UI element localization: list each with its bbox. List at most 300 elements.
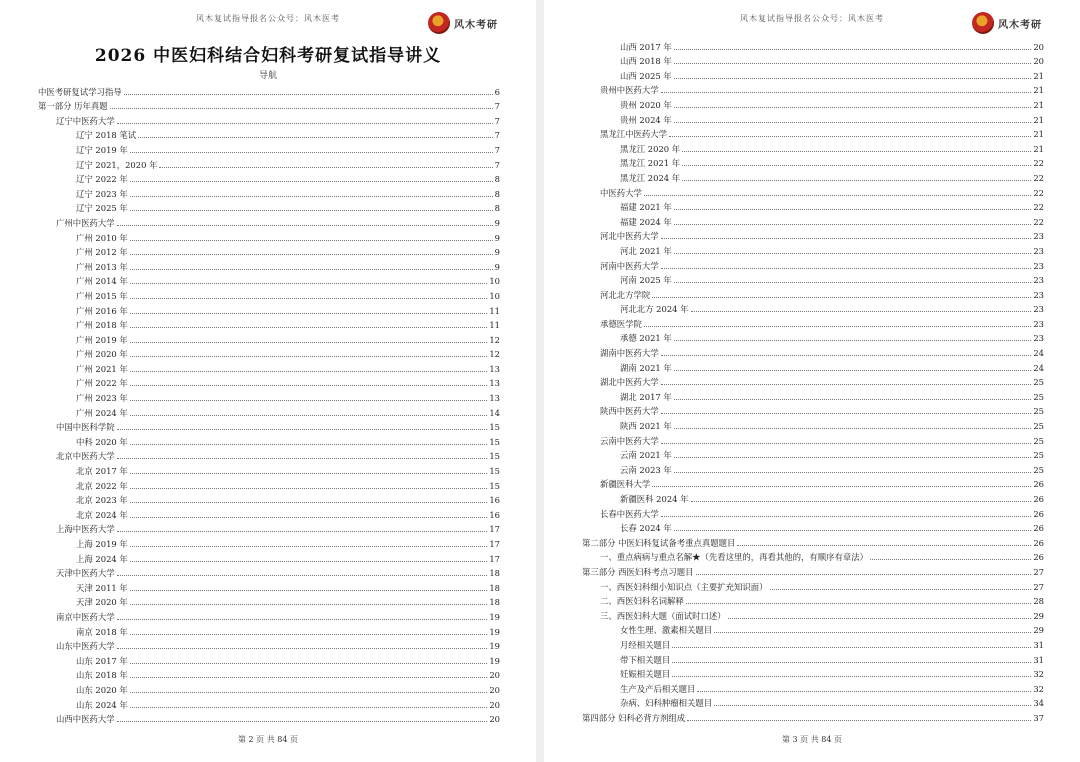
left-page <box>0 0 536 762</box>
toc-dot-leader <box>644 326 1031 327</box>
toc-dot-leader <box>672 647 1031 648</box>
toc-entry[interactable] <box>38 696 500 711</box>
toc-entry-page-number: 9 <box>494 217 500 228</box>
right-page <box>544 0 1080 762</box>
toc-entry-title: 广州 2016 年 <box>76 305 128 316</box>
toc-entry[interactable] <box>582 636 1044 651</box>
toc-entry[interactable] <box>38 302 500 317</box>
toc-entry[interactable] <box>582 695 1044 710</box>
toc-entry[interactable] <box>38 711 500 726</box>
toc-entry-page-number: 11 <box>489 320 500 331</box>
toc-entry[interactable] <box>38 667 500 682</box>
toc-entry[interactable] <box>38 287 500 302</box>
toc-dot-leader <box>686 603 1032 604</box>
toc-entry-page-number: 26 <box>1033 552 1044 563</box>
toc-entry-title: 广州 2015 年 <box>76 290 128 301</box>
toc-entry[interactable] <box>582 549 1044 564</box>
toc-entry-page-number: 22 <box>1033 202 1044 213</box>
toc-entry[interactable] <box>582 651 1044 666</box>
toc-entry[interactable] <box>38 535 500 550</box>
toc-entry-title: 辽宁 2022 年 <box>76 174 128 185</box>
toc-entry-page-number: 23 <box>1033 289 1044 300</box>
toc-dot-leader <box>674 78 1032 79</box>
toc-entry-title: 中医考研复试学习指导 <box>38 86 122 97</box>
toc-entry-page-number: 7 <box>494 115 500 126</box>
toc-entry-page-number: 13 <box>489 363 500 374</box>
toc-dot-leader <box>644 195 1031 196</box>
toc-entry-title: 女性生理、激素相关题目 <box>620 625 713 636</box>
toc-entry-title: 广州 2024 年 <box>76 407 128 418</box>
toc-dot-leader <box>674 457 1032 458</box>
toc-entry[interactable] <box>582 447 1044 462</box>
toc-dot-leader <box>130 546 488 547</box>
toc-entry-title: 福建 2021 年 <box>620 202 672 213</box>
toc-dot-leader <box>672 676 1031 677</box>
toc-dot-leader <box>661 355 1032 356</box>
toc-entry-page-number: 37 <box>1033 712 1044 723</box>
toc-entry[interactable] <box>582 155 1044 170</box>
toc-entry[interactable] <box>582 257 1044 272</box>
toc-entry[interactable] <box>582 505 1044 520</box>
toc-entry[interactable] <box>582 111 1044 126</box>
toc-entry[interactable] <box>38 681 500 696</box>
toc-dot-leader <box>697 691 1031 692</box>
toc-entry-title: 一、重点病病与重点名解★（先看这里的，再看其他的，有顺序有章法） <box>600 552 868 563</box>
toc-entry[interactable] <box>38 492 500 507</box>
toc-entry[interactable] <box>582 359 1044 374</box>
toc-entry-title: 第四部分 妇科必背方剂组成 <box>582 712 686 723</box>
toc-entry-page-number: 15 <box>489 451 500 462</box>
toc-entry[interactable] <box>38 83 500 98</box>
toc-entry-title: 广州 2019 年 <box>76 334 128 345</box>
toc-entry[interactable] <box>582 96 1044 111</box>
page-footer: 第 2 页 共 84 页 <box>238 735 298 744</box>
toc-entry-title: 黑龙江 2021 年 <box>620 158 681 169</box>
toc-entry[interactable] <box>582 140 1044 155</box>
toc-entry-title: 北京 2023 年 <box>76 495 128 506</box>
page-header-text: 风木复试指导报名公众号：风木医考 <box>740 14 884 23</box>
toc-entry[interactable] <box>582 534 1044 549</box>
toc-entry-page-number: 19 <box>489 626 500 637</box>
toc-entry[interactable] <box>38 389 500 404</box>
toc-entry-page-number: 26 <box>1033 523 1044 534</box>
toc-entry-title: 广州 2020 年 <box>76 349 128 360</box>
toc-entry-page-number: 25 <box>1033 450 1044 461</box>
toc-dot-leader <box>674 472 1032 473</box>
toc-entry[interactable] <box>38 273 500 288</box>
toc-entry-title: 第一部分 历年真题 <box>38 101 108 112</box>
toc-entry[interactable] <box>38 244 500 259</box>
toc-entry-page-number: 12 <box>489 349 500 360</box>
toc-entry-page-number: 25 <box>1033 464 1044 475</box>
toc-entry[interactable] <box>582 593 1044 608</box>
toc-dot-leader <box>674 63 1032 64</box>
toc-entry-title: 中国中医科学院 <box>56 422 115 433</box>
toc-entry-title: 黑龙江 2020 年 <box>620 143 681 154</box>
toc-dot-leader <box>130 502 488 503</box>
toc-entry-title: 广州 2013 年 <box>76 261 128 272</box>
toc-entry-title: 河北 2021 年 <box>620 245 672 256</box>
toc-entry-title: 山西 2025 年 <box>620 70 672 81</box>
toc-dot-leader <box>728 618 1032 619</box>
toc-entry-page-number: 26 <box>1033 537 1044 548</box>
toc-entry[interactable] <box>582 344 1044 359</box>
toc-entry-title: 贵州 2024 年 <box>620 114 672 125</box>
toc-entry-page-number: 20 <box>1033 56 1044 67</box>
toc-entry[interactable] <box>38 594 500 609</box>
toc-entry[interactable] <box>38 608 500 623</box>
toc-entry[interactable] <box>38 214 500 229</box>
toc-entry-title: 河北北方 2024 年 <box>620 304 689 315</box>
toc-entry-page-number: 7 <box>494 101 500 112</box>
toc-dot-leader <box>117 531 488 532</box>
toc-entry-page-number: 26 <box>1033 494 1044 504</box>
toc-dot-leader <box>130 283 488 284</box>
toc-entry[interactable] <box>38 317 500 332</box>
toc-entry[interactable] <box>38 156 500 171</box>
document-title: 2026 中医妇科结合妇科考研复试指导讲义 <box>94 46 442 66</box>
toc-entry[interactable] <box>38 360 500 375</box>
toc-entry[interactable] <box>38 346 500 361</box>
toc-entry-page-number: 18 <box>489 568 500 579</box>
toc-dot-leader <box>124 94 493 95</box>
toc-entry-title: 辽宁 2018 笔试 <box>76 130 137 141</box>
toc-entry-page-number: 25 <box>1033 391 1044 402</box>
toc-entry-page-number: 7 <box>494 144 500 155</box>
toc-entry-page-number: 10 <box>489 290 500 301</box>
toc-entry[interactable] <box>582 53 1044 68</box>
toc-dot-leader <box>138 137 493 138</box>
toc-entry-title: 妊娠相关题目 <box>620 669 671 680</box>
toc-entry[interactable] <box>582 417 1044 432</box>
toc-entry-page-number: 12 <box>489 334 500 345</box>
toc-entry-title: 一、西医妇科细小知识点（主要扩充知识面） <box>600 581 768 592</box>
toc-dot-leader <box>130 634 488 635</box>
toc-entry-page-number: 25 <box>1033 377 1044 388</box>
toc-dot-leader <box>130 444 488 445</box>
toc-entry-page-number: 14 <box>489 407 500 418</box>
toc-entry[interactable] <box>38 375 500 390</box>
toc-entry-title: 辽宁 2025 年 <box>76 203 128 214</box>
toc-dot-leader <box>117 721 488 722</box>
toc-entry[interactable] <box>582 184 1044 199</box>
toc-entry[interactable] <box>582 461 1044 476</box>
toc-entry-page-number: 13 <box>489 393 500 404</box>
toc-entry[interactable] <box>38 112 500 127</box>
toc-dot-leader <box>661 268 1032 269</box>
toc-entry-title: 山东 2024 年 <box>76 699 128 710</box>
toc-entry-title: 杂病、妇科肿瘤相关题目 <box>620 698 713 709</box>
toc-entry-title: 第二部分 中医妇科复试备考重点真题题目 <box>582 537 736 548</box>
toc-entry-title: 上海中医药大学 <box>56 524 115 535</box>
toc-entry-page-number: 20 <box>489 699 500 710</box>
toc-dot-leader <box>674 530 1032 531</box>
toc-dot-leader <box>130 313 488 314</box>
toc-entry[interactable] <box>38 565 500 580</box>
toc-entry-page-number: 17 <box>489 553 500 564</box>
table-of-contents-left <box>38 83 500 725</box>
navigation-label: 导航 <box>258 71 277 81</box>
toc-entry-page-number: 17 <box>489 524 500 535</box>
toc-entry[interactable] <box>582 82 1044 97</box>
toc-entry[interactable] <box>38 448 500 463</box>
toc-entry-title: 广州 2010 年 <box>76 232 128 243</box>
toc-entry-page-number: 29 <box>1033 610 1044 621</box>
toc-dot-leader <box>130 473 488 474</box>
toc-dot-leader <box>691 501 1032 502</box>
toc-dot-leader <box>661 516 1032 517</box>
toc-dot-leader <box>737 545 1031 546</box>
toc-dot-leader <box>130 707 488 708</box>
toc-entry[interactable] <box>582 374 1044 389</box>
toc-entry[interactable] <box>582 199 1044 214</box>
toc-entry[interactable] <box>38 331 500 346</box>
toc-entry-page-number: 19 <box>489 655 500 666</box>
toc-entry-title: 湖北 2017 年 <box>620 391 672 402</box>
toc-entry[interactable] <box>582 272 1044 287</box>
toc-entry-page-number: 21 <box>1033 114 1044 125</box>
toc-entry[interactable] <box>582 126 1044 141</box>
toc-entry-title: 北京 2022 年 <box>76 480 128 491</box>
toc-entry-title: 月经相关题目 <box>620 639 671 650</box>
toc-dot-leader <box>714 705 1031 706</box>
toc-dot-leader <box>130 677 488 678</box>
toc-dot-leader <box>682 165 1031 166</box>
toc-entry-page-number: 7 <box>494 159 500 170</box>
toc-entry-title: 陕西中医药大学 <box>600 406 659 417</box>
toc-entry-title: 北京 2024 年 <box>76 509 128 520</box>
toc-dot-leader <box>130 240 493 241</box>
toc-entry[interactable] <box>582 563 1044 578</box>
toc-entry-page-number: 21 <box>1033 85 1044 96</box>
toc-dot-leader <box>714 632 1031 633</box>
toc-entry-page-number: 7 <box>494 130 500 141</box>
toc-dot-leader <box>661 238 1032 239</box>
toc-entry-title: 河南中医药大学 <box>600 260 659 271</box>
toc-entry[interactable] <box>582 709 1044 724</box>
toc-dot-leader <box>130 385 488 386</box>
toc-dot-leader <box>691 311 1032 312</box>
toc-dot-leader <box>117 429 488 430</box>
toc-dot-leader <box>696 574 1032 575</box>
toc-entry-page-number: 20 <box>489 670 500 681</box>
toc-entry-title: 中医药大学 <box>600 187 642 198</box>
toc-entry-page-number: 23 <box>1033 231 1044 242</box>
toc-dot-leader <box>682 180 1031 181</box>
toc-entry-page-number: 22 <box>1033 172 1044 183</box>
toc-entry-page-number: 22 <box>1033 216 1044 227</box>
toc-entry[interactable] <box>38 258 500 273</box>
toc-dot-leader <box>674 122 1032 123</box>
toc-dot-leader <box>130 590 488 591</box>
toc-entry[interactable] <box>38 506 500 521</box>
toc-dot-leader <box>117 648 488 649</box>
toc-entry-page-number: 15 <box>489 436 500 447</box>
toc-entry[interactable] <box>582 286 1044 301</box>
toc-entry-title: 中科 2020 年 <box>76 436 128 447</box>
toc-entry-title: 三、西医妇科大题（面试时口述） <box>600 610 726 621</box>
page-header-text: 风木复试指导报名公众号：风木医考 <box>196 14 340 23</box>
toc-entry[interactable] <box>38 229 500 244</box>
toc-entry-title: 承德医学院 <box>600 318 642 329</box>
toc-dot-leader <box>130 356 488 357</box>
toc-dot-leader <box>130 488 488 489</box>
toc-entry-title: 南京中医药大学 <box>56 611 115 622</box>
toc-entry-title: 黑龙江中医药大学 <box>600 129 667 140</box>
toc-entry-page-number: 15 <box>489 480 500 491</box>
toc-entry[interactable] <box>38 185 500 200</box>
toc-entry-title: 生产及产后相关题目 <box>620 683 696 694</box>
brand-logo-text: 风木考研 <box>454 19 498 31</box>
toc-dot-leader <box>130 415 488 416</box>
toc-entry-page-number: 10 <box>489 276 500 287</box>
toc-entry[interactable] <box>582 432 1044 447</box>
toc-entry[interactable] <box>582 315 1044 330</box>
toc-entry[interactable] <box>38 171 500 186</box>
toc-entry-title: 天津 2020 年 <box>76 597 128 608</box>
toc-entry-page-number: 8 <box>494 188 500 199</box>
toc-dot-leader <box>130 517 488 518</box>
toc-entry[interactable] <box>38 652 500 667</box>
toc-entry-page-number: 9 <box>494 232 500 243</box>
toc-entry-page-number: 31 <box>1033 654 1044 665</box>
toc-entry-title: 辽宁 2019 年 <box>76 144 128 155</box>
toc-entry[interactable] <box>582 213 1044 228</box>
toc-dot-leader <box>110 108 493 109</box>
toc-entry[interactable] <box>582 680 1044 695</box>
toc-entry[interactable] <box>38 127 500 142</box>
toc-entry-page-number: 15 <box>489 466 500 477</box>
toc-entry-title: 辽宁 2023 年 <box>76 188 128 199</box>
toc-entry-title: 广州 2012 年 <box>76 247 128 258</box>
toc-dot-leader <box>870 559 1031 560</box>
toc-entry-title: 北京中医药大学 <box>56 451 115 462</box>
toc-entry[interactable] <box>38 98 500 113</box>
toc-dot-leader <box>652 486 1031 487</box>
toc-entry-page-number: 26 <box>1033 508 1044 519</box>
toc-entry-page-number: 23 <box>1033 275 1044 286</box>
toc-entry-page-number: 20 <box>1033 41 1044 52</box>
page-footer: 第 3 页 共 84 页 <box>782 735 842 744</box>
toc-entry[interactable] <box>582 666 1044 681</box>
toc-entry[interactable] <box>582 622 1044 637</box>
toc-entry[interactable] <box>38 623 500 638</box>
toc-dot-leader <box>117 123 493 124</box>
toc-entry[interactable] <box>582 228 1044 243</box>
toc-entry[interactable] <box>582 403 1044 418</box>
toc-entry-title: 贵州 2020 年 <box>620 99 672 110</box>
toc-entry-title: 北京 2017 年 <box>76 466 128 477</box>
toc-entry[interactable] <box>582 301 1044 316</box>
toc-dot-leader <box>130 692 488 693</box>
toc-entry-page-number: 27 <box>1033 566 1044 577</box>
toc-entry-page-number: 11 <box>489 305 500 316</box>
toc-entry-title: 上海 2024 年 <box>76 553 128 564</box>
toc-entry-title: 湖南 2021 年 <box>620 362 672 373</box>
toc-entry[interactable] <box>38 462 500 477</box>
toc-dot-leader <box>130 254 493 255</box>
toc-dot-leader <box>674 49 1032 50</box>
toc-dot-leader <box>130 400 488 401</box>
toc-dot-leader <box>674 428 1032 429</box>
toc-entry[interactable] <box>582 330 1044 345</box>
toc-entry-title: 广州 2023 年 <box>76 393 128 404</box>
toc-entry[interactable] <box>582 578 1044 593</box>
toc-entry[interactable] <box>582 67 1044 82</box>
toc-entry-title: 山东 2017 年 <box>76 655 128 666</box>
toc-entry-page-number: 8 <box>494 174 500 185</box>
toc-entry-page-number: 28 <box>1033 596 1044 607</box>
toc-entry-page-number: 29 <box>1033 625 1044 636</box>
toc-dot-leader <box>674 107 1032 108</box>
toc-dot-leader <box>674 340 1032 341</box>
toc-entry[interactable] <box>38 433 500 448</box>
toc-entry[interactable] <box>38 141 500 156</box>
toc-entry-page-number: 23 <box>1033 333 1044 344</box>
toc-dot-leader <box>159 167 492 168</box>
toc-dot-leader <box>117 458 488 459</box>
toc-entry[interactable] <box>38 200 500 215</box>
toc-entry-title: 辽宁中医药大学 <box>56 115 115 126</box>
toc-entry[interactable] <box>582 476 1044 491</box>
toc-entry-page-number: 17 <box>489 539 500 549</box>
toc-entry-page-number: 9 <box>494 261 500 272</box>
toc-entry[interactable] <box>38 477 500 492</box>
toc-entry[interactable] <box>38 579 500 594</box>
toc-dot-leader <box>661 413 1032 414</box>
toc-entry[interactable] <box>582 38 1044 53</box>
toc-entry-page-number: 20 <box>489 714 500 725</box>
toc-entry-title: 云南中医药大学 <box>600 435 659 446</box>
toc-entry[interactable] <box>38 404 500 419</box>
toc-entry-page-number: 26 <box>1033 479 1044 490</box>
toc-dot-leader <box>661 443 1032 444</box>
toc-entry[interactable] <box>38 419 500 434</box>
toc-entry-title: 湖北中医药大学 <box>600 377 659 388</box>
toc-entry-title: 辽宁 2021，2020 年 <box>76 159 158 170</box>
toc-entry-page-number: 16 <box>489 509 500 520</box>
toc-dot-leader <box>130 196 493 197</box>
toc-entry-page-number: 22 <box>1033 158 1044 169</box>
toc-entry[interactable] <box>582 388 1044 403</box>
toc-dot-leader <box>661 384 1032 385</box>
toc-dot-leader <box>130 342 488 343</box>
toc-entry[interactable] <box>38 550 500 565</box>
toc-entry-title: 天津中医药大学 <box>56 568 115 579</box>
toc-dot-leader <box>130 298 488 299</box>
toc-entry[interactable] <box>38 521 500 536</box>
toc-entry-page-number: 23 <box>1033 245 1044 256</box>
toc-entry-title: 云南 2023 年 <box>620 464 672 475</box>
brand-logo <box>972 12 1042 34</box>
toc-dot-leader <box>674 282 1032 283</box>
toc-dot-leader <box>669 136 1031 137</box>
toc-entry-page-number: 25 <box>1033 435 1044 446</box>
toc-dot-leader <box>661 92 1032 93</box>
toc-entry-page-number: 15 <box>489 422 500 433</box>
toc-entry[interactable] <box>582 607 1044 622</box>
toc-entry[interactable] <box>582 490 1044 505</box>
toc-entry-page-number: 21 <box>1033 143 1044 154</box>
toc-entry-page-number: 21 <box>1033 99 1044 110</box>
toc-entry[interactable] <box>38 638 500 653</box>
toc-entry-title: 南京 2018 年 <box>76 626 128 637</box>
toc-entry-page-number: 25 <box>1033 421 1044 432</box>
toc-entry-title: 陕西 2021 年 <box>620 421 672 432</box>
toc-entry[interactable] <box>582 169 1044 184</box>
toc-entry[interactable] <box>582 242 1044 257</box>
toc-entry[interactable] <box>582 520 1044 535</box>
